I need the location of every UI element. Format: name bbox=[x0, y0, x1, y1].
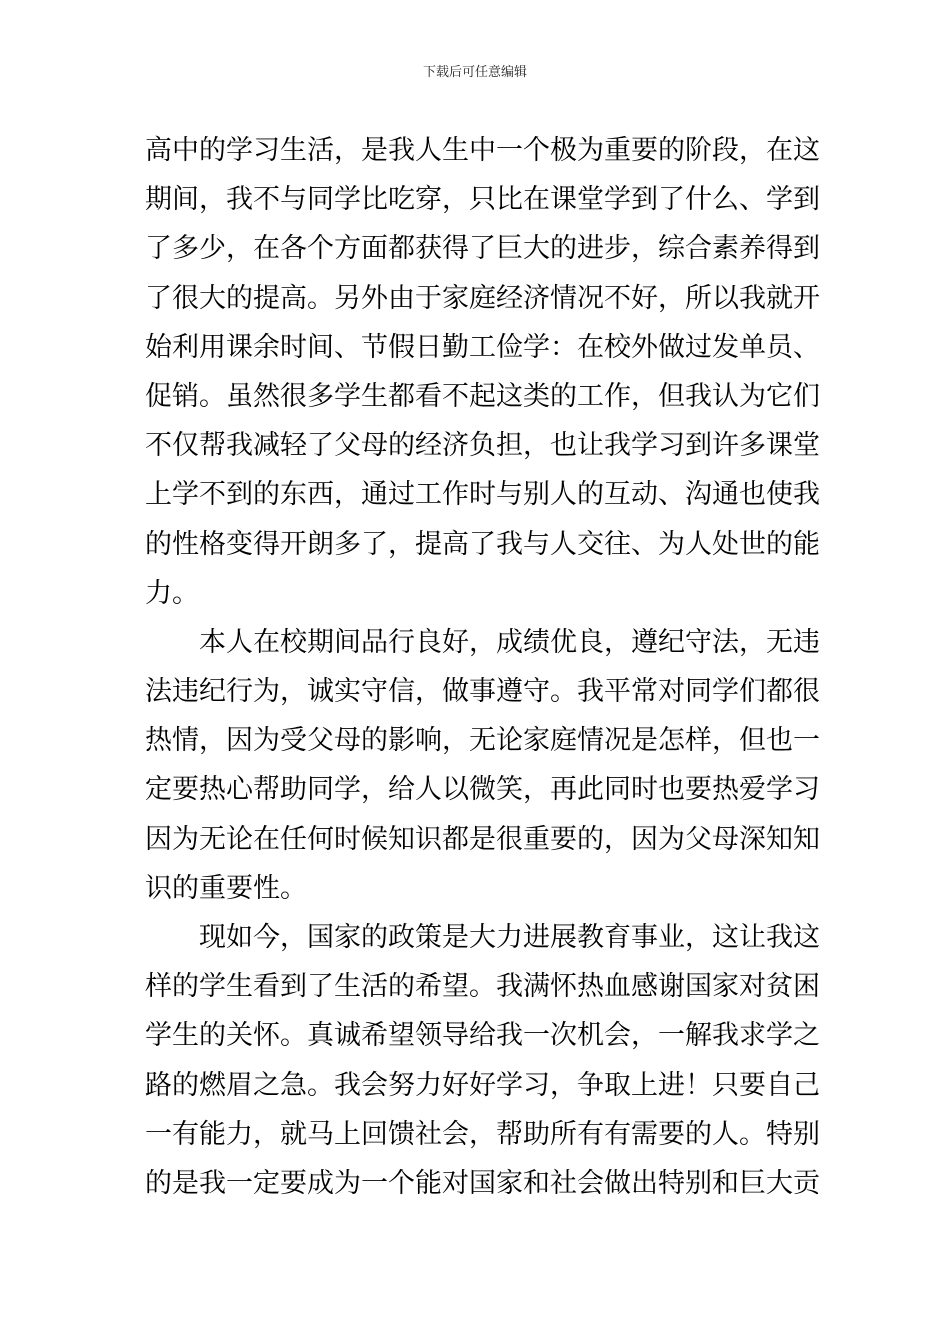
text-line: 路的燃眉之急。我会努力好好学习，争取上进！只要自己 bbox=[145, 1069, 820, 1101]
text-line: 定要热心帮助同学，给人以微笑，再此同时也要热爱学习 bbox=[145, 774, 820, 806]
text-line: 始利用课余时间、节假日勤工俭学：在校外做过发单员、 bbox=[145, 331, 820, 363]
text-line: 力。 bbox=[145, 577, 199, 609]
text-line: 现如今，国家的政策是大力进展教育事业，这让我这 bbox=[199, 922, 820, 953]
text-line: 法违纪行为，诚实守信，做事遵守。我平常对同学们都很 bbox=[145, 676, 820, 708]
paragraph-1 bbox=[145, 126, 820, 618]
text-line: 期间，我不与同学比吃穿，只比在课堂学到了什么、学到 bbox=[145, 184, 820, 216]
page-header: 下载后可任意编辑 bbox=[422, 65, 527, 80]
text-line: 高中的学习生活，是我人生中一个极为重要的阶段，在这 bbox=[145, 135, 820, 166]
text-line: 上学不到的东西，通过工作时与别人的互动、沟通也使我 bbox=[145, 479, 820, 511]
text-line: 本人在校期间品行良好，成绩优良，遵纪守法，无违 bbox=[199, 626, 820, 658]
text-line: 的性格变得开朗多了，提高了我与人交往、为人处世的能 bbox=[145, 528, 820, 560]
document-body bbox=[145, 126, 820, 1208]
text-line: 一有能力，就马上回馈社会，帮助所有有需要的人。特别 bbox=[145, 1118, 820, 1150]
text-line: 识的重要性。 bbox=[145, 872, 307, 904]
text-line: 促销。虽然很多学生都看不起这类的工作，但我认为它们 bbox=[145, 380, 820, 412]
text-line: 因为无论在任何时候知识都是很重要的，因为父母深知知 bbox=[145, 823, 820, 855]
text-line: 了多少，在各个方面都获得了巨大的进步，综合素养得到 bbox=[145, 233, 820, 265]
paragraph-2 bbox=[145, 618, 820, 913]
text-line: 了很大的提高。另外由于家庭经济情况不好，所以我就开 bbox=[145, 282, 820, 314]
text-line: 样的学生看到了生活的希望。我满怀热血感谢国家对贫困 bbox=[145, 971, 820, 1003]
text-line: 学生的关怀。真诚希望领导给我一次机会，一解我求学之 bbox=[145, 1020, 820, 1052]
paragraph-3 bbox=[145, 913, 820, 1208]
text-line: 热情，因为受父母的影响，无论家庭情况是怎样，但也一 bbox=[145, 725, 820, 757]
text-line: 的是我一定要成为一个能对国家和社会做出特别和巨大贡 bbox=[145, 1167, 820, 1199]
text-line: 不仅帮我减轻了父母的经济负担，也让我学习到许多课堂 bbox=[145, 430, 820, 462]
